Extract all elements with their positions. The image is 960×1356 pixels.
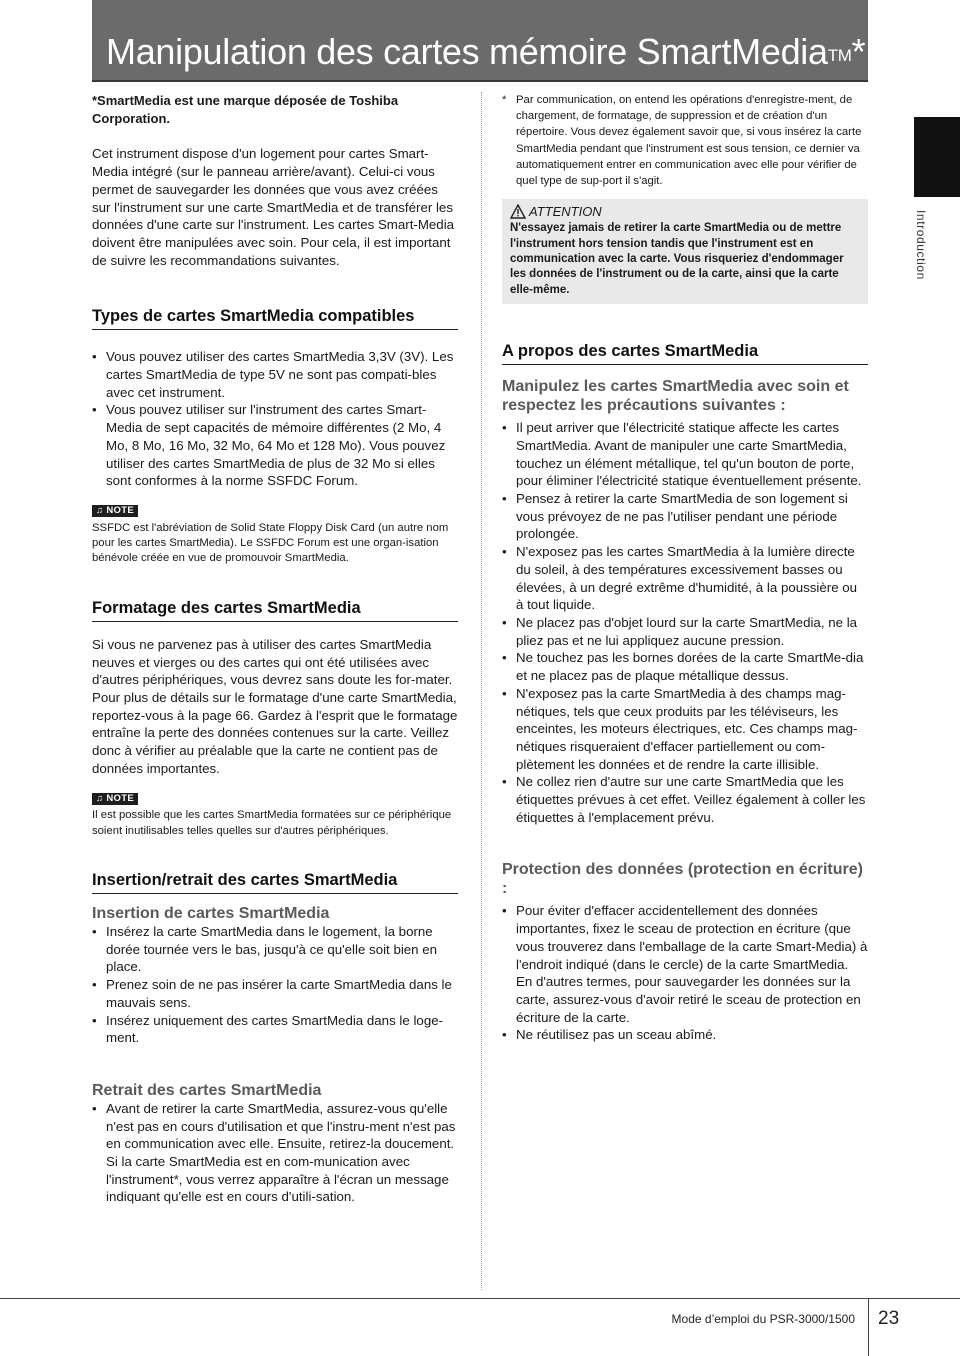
communication-footnote xyxy=(502,92,868,189)
note-icon: ♫ NOTE xyxy=(92,793,138,805)
subheading-removal: Retrait des cartes SmartMedia xyxy=(92,1081,322,1099)
attention-label: ATTENTION xyxy=(529,204,602,220)
list-item: • Insérez la carte SmartMedia dans le logement, la borne dorée tournée vers le bas, jusqu'à ce qu'elle soit bien en place. xyxy=(92,923,458,976)
section-tab-text: Introduction xyxy=(914,210,928,280)
column-divider xyxy=(481,92,482,1290)
trademark-note: *SmartMedia est une marque déposée de Toshiba Corporation. xyxy=(92,93,399,126)
note-icon: ♫ NOTE xyxy=(92,505,138,517)
title-asterisk: * xyxy=(851,31,866,72)
heading-about-smartmedia: A propos des cartes SmartMedia xyxy=(502,340,868,365)
page-title xyxy=(106,30,865,74)
page-title-text: Manipulation des cartes mémoire SmartMedia xyxy=(106,31,828,72)
list-item: • Vous pouvez utiliser des cartes SmartMedia 3,3V (3V). Les cartes SmartMedia de type 5V ne sont pas compati-bles avec cet instrument. xyxy=(92,348,458,401)
write-protection-list xyxy=(502,902,868,1044)
right-column xyxy=(502,92,868,1044)
list-item: • Pensez à retirer la carte SmartMedia de son logement si vous prévoyez de ne pas l'utiliser pendant une période prolongée. xyxy=(502,490,868,543)
footnote-text: Par communication, on entend les opérations d'enregistre-ment, de chargement, de formatage, de suppression et de création d'un répertoire. Vous devez également savoir que, si vous insérez la carte SmartMedia pendant que l'instrument est sous tension, ce dernier va automatiquement entrer en communication avec elle pour vérifier de quel type de sup-port il s'agit. xyxy=(516,94,862,188)
compatible-types-list xyxy=(92,348,458,490)
intro-paragraph: Cet instrument dispose d'un logement pour cartes Smart-Media intégré (sur le panneau arrière/avant). Celui-ci vous permet de sauvegarder les données que vous avez créées sur l'instrument sur une carte SmartMedia et de transférer les données d'une carte sur l'instrument. Les cartes Smart-Media doivent être manipulées avec soin. Pour cela, il est important de suivre les recommandations suivantes. xyxy=(92,146,455,268)
page-number: 23 xyxy=(878,1308,900,1329)
left-column xyxy=(92,92,458,1206)
ssfdc-note: SSFDC est l'abréviation de Solid State Floppy Disk Card (un autre nom pour les cartes SmartMedia). Le SSFDC Forum est une organ-isation bénévole créée en vue de promouvoir SmartMedia. xyxy=(92,521,449,565)
list-item: • Ne placez pas d'objet lourd sur la carte SmartMedia, ne la pliez pas et ne lui appliquez aucune pression. xyxy=(502,614,868,649)
list-item: • Vous pouvez utiliser sur l'instrument des cartes Smart-Media de sept capacités de mémoire différentes (2 Mo, 4 Mo, 8 Mo, 16 Mo, 32 Mo, 64 Mo et 128 Mo). Vous pouvez utiliser des cartes SmartMedia de plus de 32 Mo si elles sont conformes à la norme SSFDC Forum. xyxy=(92,401,458,490)
footer-separator xyxy=(868,1298,869,1356)
formatting-paragraph: Si vous ne parvenez pas à utiliser des cartes SmartMedia neuves et vierges ou des cartes qui ont été utilisées avec d'autres périphériques, vous devrez sans doute les for-mater. Pour plus de détails sur le formatage d'une carte SmartMedia, reportez-vous à la page 66. Gardez à l'esprit que le formatage entraîne la perte des données contenues sur la carte. Veillez donc à vérifier au préalable que la carte ne contient pas de données importantes. xyxy=(92,636,458,776)
formatting-note: Il est possible que les cartes SmartMedia formatées sur ce périphérique soient inutilisables telles quelles sur d'autres périphériques. xyxy=(92,809,452,837)
subheading-handle-with-care: Manipulez les cartes SmartMedia avec soin et respectez les précautions suivantes : xyxy=(502,378,849,415)
list-item: • Ne touchez pas les bornes dorées de la carte SmartMe-dia et ne placez pas de plaque métallique dessus. xyxy=(502,649,868,684)
list-item: • Ne collez rien d'autre sur une carte SmartMedia que les étiquettes prévues à cet effet. Veillez également à coller les étiquettes à l'emplacement prévu. xyxy=(502,773,868,826)
section-tab-marker xyxy=(914,117,960,197)
list-item: • Insérez uniquement des cartes SmartMedia dans le loge-ment. xyxy=(92,1012,458,1047)
list-item: • Prenez soin de ne pas insérer la carte SmartMedia dans le mauvais sens. xyxy=(92,976,458,1011)
attention-text: N'essayez jamais de retirer la carte SmartMedia ou de mettre l'instrument hors tension tandis que l'instrument est en communication avec la carte. Vous risqueriez d'endommager les données de l'instrument ou de la carte, ainsi que la carte elle-même. xyxy=(510,222,844,296)
footer-manual-title: Mode d’emploi du PSR-3000/1500 xyxy=(671,1312,855,1326)
footer-rule xyxy=(0,1298,960,1299)
trademark-sup: TM xyxy=(827,46,852,65)
list-item: • N'exposez pas la carte SmartMedia à des champs mag-nétiques, tels que ceux produits par les téléviseurs, les enceintes, les moteurs électriques, etc. Ces champs mag-nétiques risqueraient d'effacer partiellement ou com-plètement les données et de rendre la carte illisible. xyxy=(502,685,868,774)
attention-header xyxy=(510,203,860,221)
footnote-asterisk: * xyxy=(502,94,507,106)
list-item: • Avant de retirer la carte SmartMedia, assurez-vous qu'elle n'est pas en cours d'utilisation et que l'instru-ment n'est pas en communication avec elle. Ensuite, retirez-la doucement. Si la carte SmartMedia est en com-munication avec l'instrument*, vous verrez apparaître à l'écran un message indiquant qu'elle est en cours d'utili-sation. xyxy=(92,1100,458,1206)
handling-precautions-list xyxy=(502,419,868,826)
list-item: • Il peut arriver que l'électricité statique affecte les cartes SmartMedia. Avant de manipuler une carte SmartMedia, touchez un élément métallique, tel qu'un bouton de porte, pour éliminer l'électricité statique éventuellement présente. xyxy=(502,419,868,490)
heading-insertion-removal: Insertion/retrait des cartes SmartMedia xyxy=(92,869,458,894)
subheading-write-protection: Protection des données (protection en écriture) : xyxy=(502,861,863,898)
heading-compatible-types: Types de cartes SmartMedia compatibles xyxy=(92,305,458,330)
warning-triangle-icon xyxy=(510,204,526,219)
subheading-insertion: Insertion de cartes SmartMedia xyxy=(92,905,330,923)
heading-formatting: Formatage des cartes SmartMedia xyxy=(92,597,458,622)
list-item: • Pour éviter d'effacer accidentellement des données importantes, fixez le sceau de protection en écriture (que vous trouverez dans l'emballage de la carte Smart-Media) à l'endroit indiqué (dans le cercle) de la carte SmartMedia. En d'autres termes, pour sauvegarder les données sur la carte, assurez-vous d'avoir retiré le sceau de protection en écriture de la carte. xyxy=(502,902,868,1026)
attention-box xyxy=(502,199,868,304)
removal-list xyxy=(92,1100,458,1206)
section-tab-label xyxy=(914,210,934,290)
note-label: NOTE xyxy=(106,504,134,516)
note-label: NOTE xyxy=(106,792,134,804)
list-item: • N'exposez pas les cartes SmartMedia à la lumière directe du soleil, à des températures excessivement basses ou élevées, à un degré extrême d'humidité, à la poussière ou à tout liquide. xyxy=(502,543,868,614)
insertion-list xyxy=(92,923,458,1047)
title-bar xyxy=(92,0,868,82)
list-item: • Ne réutilisez pas un sceau abîmé. xyxy=(502,1026,868,1044)
